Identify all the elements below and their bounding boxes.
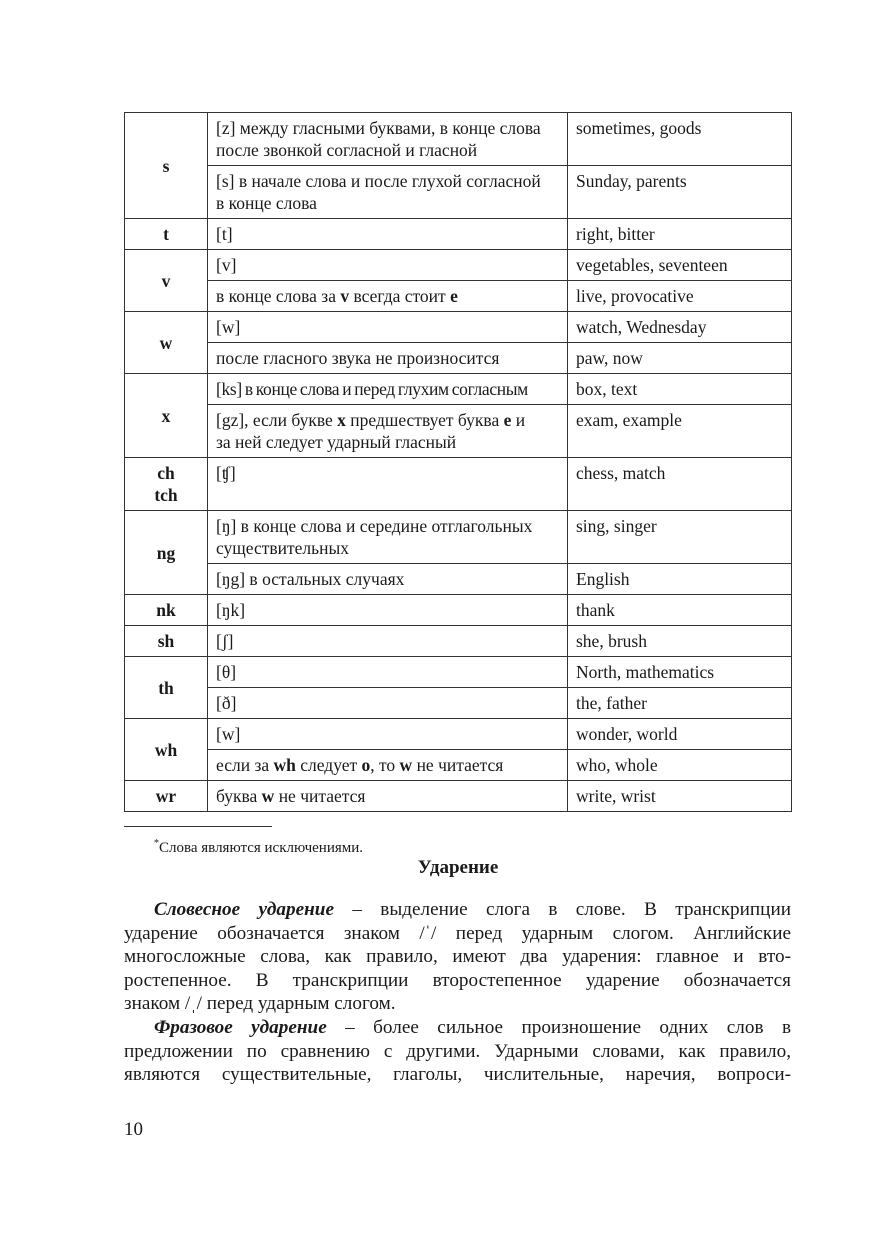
text-line: ударение обозначается знаком /ˈ/ перед ударным слогом. Английские — [124, 922, 791, 944]
rule-line: в конце слова — [216, 193, 317, 213]
term-phrase-stress: Фразовое ударение — [154, 1016, 327, 1038]
letter-cell: ng — [125, 511, 208, 595]
examples-cell: vegetables, seventeen — [568, 250, 792, 281]
examples-cell: write, wrist — [568, 781, 792, 812]
paragraph-word-stress — [124, 898, 791, 1016]
rule-line: [ŋ] в конце слова и середине отглагольных — [216, 516, 533, 536]
table-row — [125, 458, 792, 511]
table-row — [125, 219, 792, 250]
rule-cell: [ŋk] — [208, 595, 568, 626]
table-row — [125, 250, 792, 281]
rule-line: после звонкой согласной и гласной — [216, 140, 478, 160]
examples-cell: watch, Wednesday — [568, 312, 792, 343]
rule-cell — [208, 405, 568, 458]
rule-line: [s] в начале слова и после глухой согласной — [216, 171, 541, 191]
letter-cell: th — [125, 657, 208, 719]
letter-sound-table — [124, 112, 792, 812]
text-line: многосложные слова, как правило, имеют два ударения: главное и вто- — [124, 946, 791, 968]
examples-cell: English — [568, 564, 792, 595]
table-row — [125, 595, 792, 626]
rule-line: [ks] в конце слова и перед глухим согласным — [216, 379, 528, 399]
examples-cell: she, brush — [568, 626, 792, 657]
letter-cell: x — [125, 374, 208, 458]
table-row — [125, 113, 792, 166]
examples-cell: paw, now — [568, 343, 792, 374]
table-row — [125, 405, 792, 458]
examples-cell: Sunday, parents — [568, 166, 792, 219]
examples-cell: North, mathematics — [568, 657, 792, 688]
rule-cell: после гласного звука не произносится — [208, 343, 568, 374]
rule-cell: [ʧ] — [208, 458, 568, 511]
text-line: ростепенное. В транскрипции второстепенное ударение обозначается — [124, 969, 791, 991]
page-number: 10 — [124, 1119, 143, 1140]
examples-cell: live, provocative — [568, 281, 792, 312]
rule-cell: [w] — [208, 719, 568, 750]
rule-cell: [ʃ] — [208, 626, 568, 657]
text-line: предложении по сравнению с другими. Ударными словами, как правило, — [124, 1040, 791, 1062]
examples-cell: sometimes, goods — [568, 113, 792, 166]
rule-cell: буква w не читается — [208, 781, 568, 812]
bold-letter: e — [450, 286, 458, 306]
bold-letter: e — [503, 410, 512, 430]
footnote-mark: * — [154, 838, 159, 849]
table-row — [125, 719, 792, 750]
rule-cell — [208, 511, 568, 564]
footnote-separator — [124, 826, 272, 827]
bold-letter: w — [399, 755, 413, 775]
rule-cell: [ð] — [208, 688, 568, 719]
rule-cell: [t] — [208, 219, 568, 250]
footnote — [154, 834, 363, 858]
text-line: Фразовое ударение – более сильное произношение одних слов в — [154, 1016, 792, 1038]
bold-letter: v — [340, 286, 350, 306]
bold-letter: w — [261, 786, 275, 806]
examples-cell: box, text — [568, 374, 792, 405]
examples-cell: chess, match — [568, 458, 792, 511]
bold-letter: o — [361, 755, 371, 775]
table-row — [125, 281, 792, 312]
rule-line: [gz], если букве x предшествует буква e и — [216, 410, 526, 430]
bold-letter: wh — [273, 755, 296, 775]
rule-line: за ней следует ударный гласный — [216, 432, 457, 452]
term-word-stress: Словесное ударение — [154, 899, 334, 920]
table-row — [125, 343, 792, 374]
section-heading: Ударение — [417, 857, 499, 878]
rule-cell: [θ] — [208, 657, 568, 688]
examples-cell: thank — [568, 595, 792, 626]
table-row — [125, 564, 792, 595]
letter-cell: sh — [125, 626, 208, 657]
table-row — [125, 688, 792, 719]
examples-cell: exam, example — [568, 405, 792, 458]
rule-line: существительных — [216, 538, 350, 558]
body-text — [124, 898, 791, 1087]
table-row — [125, 626, 792, 657]
text-line: Словесное ударение – выделение слога в слове. В транскрипции — [154, 899, 791, 920]
table-row — [125, 781, 792, 812]
table-row — [125, 657, 792, 688]
examples-cell: who, whole — [568, 750, 792, 781]
footnote-text: Слова являются исключениями. — [159, 840, 364, 856]
text-line: знаком /ˌ/ перед ударным слогом. — [124, 993, 396, 1015]
table-row — [125, 750, 792, 781]
letter-cell: wr — [125, 781, 208, 812]
rule-cell — [208, 113, 568, 166]
letter-cell: nk — [125, 595, 208, 626]
table-row — [125, 511, 792, 564]
rule-cell — [208, 374, 568, 405]
rule-cell: [ŋg] в остальных случаях — [208, 564, 568, 595]
bold-letter: x — [337, 410, 346, 430]
examples-cell: the, father — [568, 688, 792, 719]
letter-cell: t — [125, 219, 208, 250]
rule-cell: в конце слова за v всегда стоит e — [208, 281, 568, 312]
examples-cell: sing, singer — [568, 511, 792, 564]
paragraph-phrase-stress — [124, 1016, 791, 1087]
letter-cell: w — [125, 312, 208, 374]
letter-cell: v — [125, 250, 208, 312]
letter-cell: ch tch — [125, 458, 208, 511]
examples-cell: wonder, world — [568, 719, 792, 750]
rule-cell: если за wh следует o, то w не читается — [208, 750, 568, 781]
table-row — [125, 166, 792, 219]
rule-cell: [w] — [208, 312, 568, 343]
examples-cell: right, bitter — [568, 219, 792, 250]
table-row — [125, 374, 792, 405]
rule-cell — [208, 166, 568, 219]
letter-cell: s — [125, 113, 208, 219]
table-row — [125, 312, 792, 343]
letter-cell: wh — [125, 719, 208, 781]
rule-cell: [v] — [208, 250, 568, 281]
text-line: являются существительные, глаголы, числительные, наречия, вопроси- — [124, 1064, 791, 1086]
rule-line: [z] между гласными буквами, в конце слова — [216, 118, 541, 138]
